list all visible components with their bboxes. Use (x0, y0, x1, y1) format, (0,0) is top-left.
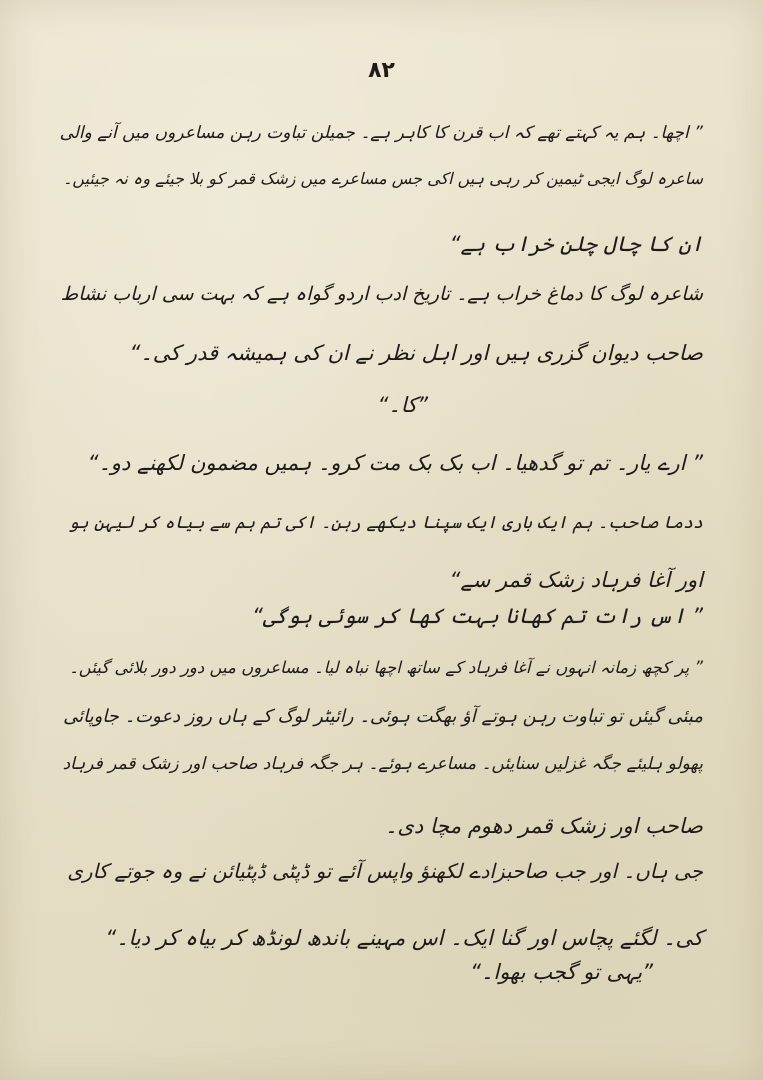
text-line: ” اچھا۔ ہم یہ کہتے تھے کہ اب قرن کا کاہر ہے۔ جمیلن تباوت رہن مساعروں میں آنے والی (59, 123, 703, 143)
text-line: ”یہی تو گجب بھوا۔“ (470, 960, 653, 984)
text-line: جی ہاں۔ اور جب صاحبزادے لکھنؤ واپس آئے تو ڈپٹی ڈپٹیائن نے وہ جوتے کاری (67, 859, 703, 883)
text-line: ساعرہ لوگ ایجی ٹیمین کر رہی ہیں اکی جس مساعرے میں زشک قمر کو بلا جیئے وہ نہ جیئیں۔ (63, 169, 703, 188)
text-line: ” اس رات تم کھانا بہت کھا کر سوئی ہوگی“ (252, 604, 703, 628)
text-line: ” ارے یار۔ تم تو گدھیا۔ اب بک بک مت کرو۔ ہمیں مضمون لکھنے دو۔“ (87, 451, 703, 475)
text-line: مبئی گیئں تو تباوت رہن ہوتے آؤ بھگت ہوئی۔ رائیٹر لوگ کے ہاں روز دعوت۔ جاوپائی (63, 706, 703, 727)
text-line: ان کا چال چلن خراب ہے“ (449, 232, 703, 256)
text-line: پھولو ہلیئے جگہ غزلیں سنایئں۔ مساعرے ہوئے۔ ہر جگہ فرہاد صاحب اور زشک قمر فرہاد (62, 754, 703, 774)
text-line: ددما صاحب۔ ہم ایک باری ایک سپنا دیکھے رہن۔ اکی تم ہم سے بیاہ کر لیہن ہو (68, 513, 703, 533)
text-line: ” پر کچھ زمانہ انہوں نے آغا فرہاد کے ساتھ اچھا نباہ لیا۔ مساعروں میں دور دور بلائی گیئں۔ (69, 658, 703, 677)
text-line: شاعرہ لوگ کا دماغ خراب ہے۔ تاریخ ادب اردو گواہ ہے کہ بہت سی ارباب نشاط (60, 283, 703, 305)
text-line: اور آغا فرہاد زشک قمر سے“ (449, 568, 703, 592)
page-number: ۸۲ (368, 58, 395, 83)
text-line: صاحب دیوان گزری ہیں اور اہل نظر نے ان کی ہمیشہ قدر کی۔“ (129, 341, 703, 365)
text-line: صاحب اور زشک قمر دھوم مچا دی۔ (385, 814, 703, 838)
text-line: ”کا۔“ (377, 393, 428, 417)
text-line: کی۔ لگئے پچاس اور گنا ایک۔ اس مہینے باندھ لونڈھ کر بیاہ کر دیا۔“ (105, 926, 703, 950)
